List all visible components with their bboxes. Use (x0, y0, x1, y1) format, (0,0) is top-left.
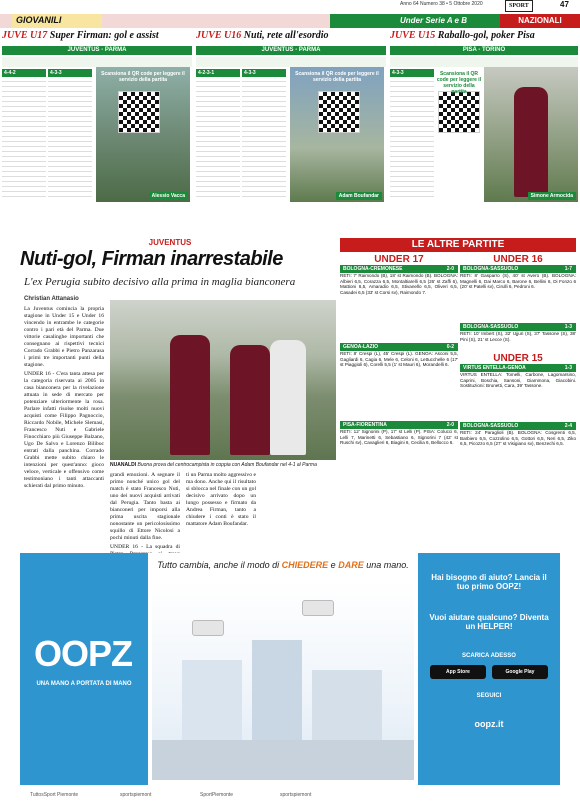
page-number: 47 (560, 0, 569, 9)
scorers (196, 57, 386, 67)
team-bar: PISA - TORINO (390, 46, 578, 55)
page-footer (0, 790, 580, 804)
other-matches-left (340, 254, 458, 499)
match-report: RETI: 8' Gasparro (S), 40' st Avero (B). BOLOGNA: Magnelli 6, Dai Marco 6, Barone 6, Bellini 6, Di Fonzo 6 (20' st Patelli sv), Cirulli 6, Pedroni 6. (460, 273, 576, 290)
ad-brand: OOPZ (34, 633, 133, 674)
ad-brand-panel (20, 553, 148, 785)
issue-info: Anno 64 Numero 38 • 5 Ottobre 2020 (400, 1, 483, 7)
footer-social: SportPiemonte (200, 792, 234, 798)
qr-code[interactable] (318, 91, 360, 133)
player-photo (484, 67, 578, 202)
other-matches-header: LE ALTRE PARTITE (340, 238, 576, 252)
match-report: RETI: 7' Raimondo (B), 18' st Raimondo (B). BOLOGNA: Albieri 6,5, Corazza 6,5, Montaltiarelli 6,5 (26' st Zaffi 6), Mattioni 6,5, Amaradio 6,5, Stivanello 6,5, Oliveri 6,5, Casadei 6,5 (33' st Corsi sv), Raimondo 7. (340, 273, 458, 295)
lineup-table: 4-3-3 (390, 69, 434, 197)
strip-u17 (2, 30, 192, 230)
qr-code[interactable] (118, 91, 160, 133)
match-bar: VIRTUS ENTELLA-GENOA 1-3 (460, 364, 576, 372)
article-paragraph: UNDER 16 - C'era tanta attesa per la categoria riservata ai 2005 in casa bianconera per la rivelazione attuata in sede di mercato per potenziare ulteriormente la rosa. Parlare infatti risolse molti nuovi acquisti come Filippo Pagnoccio, Riccardo Nobile, Michele Slemasi, Francesco Nuti e Gabriele Finocchiaro più Giuseppe Balzano, Ugo De Salvo e Lorenzo Biliboc entrati dalla panchina. Corrado Grabbi mette subito chiaro le intenzioni per quest'anno: gioco veloce, verticale e offensivo come testimoniano i tanti attaccanti schierati dal primo minuto. (24, 371, 104, 489)
match-report: RETI: 24' Paraglioli (B). BOLOGNA: Cosgrenti 6,5, Barbiero 6,5, Cozzolino 6,5, Gottori 6,5, Neri 6,5, Ziko 6,5, Picozzo 6,5 (27' st Visigiano sv), Benzechi 6,5. (460, 430, 576, 447)
match-bar: GENOA-LAZIO 0-2 (340, 343, 458, 351)
player-photo (96, 67, 190, 202)
ad-question-2: Vuoi aiutare qualcuno? Diventa un HELPER! (429, 613, 549, 631)
article-column (24, 306, 104, 490)
player-photo (290, 67, 384, 202)
qr-code[interactable] (438, 91, 480, 133)
article-title: Nuti-gol, Firman inarrestabile (20, 248, 283, 270)
section-bar-right (330, 14, 580, 28)
strip-headline: JUVE U15 Raballo-gol, poker Pisa (390, 30, 535, 41)
match-report: RETI: 10' Imbert (S), 32' Ujjuri (S), 37' Tassone (S), 38' Pini (S), 21' st Lecce (S). (460, 331, 576, 342)
article-paragraph: grandi emozioni. A segnare il primo nonché unico gol del match è stato Francesco Nuti, uno dei nuovi acquisti arrivati dal Perugia. Tanto basta ai bianconeri per imporsi alla prima uscita stagionale nonostante un pericolosissimo squillo di Ettore Nicolosi a pochi minuti dalla fine. (110, 472, 180, 541)
article-paragraph: ti un Parma molto aggressivo e ma dono. Anche qui il risultato si sblocca nel finale con un gol decisivo arrivato dopo un lungo possesso e firmato da Andrea Firman, tanto a chiudere i conti è stato il mattatore Adam Boufandar. (186, 472, 256, 527)
category-title: UNDER 17 (374, 254, 424, 265)
ad-question: Hai bisogno di aiuto? Lancia il tuo primo OOPZ! (431, 573, 547, 591)
article-column (110, 472, 180, 565)
article-paragraph: La Juventus comincia la propria stagione in Under 15 e Under 16 vincendo in entrambe le categorie contro i pari età del Parma. Due vittorie casalinghe importanti che consegnano ai rispettivi tecnici Corrado Grabbi e Pietro Panzarasa i primi tre importanti punti della stagione. (24, 306, 104, 368)
photo-caption: Simone Armocida (528, 192, 576, 200)
article-column (186, 472, 256, 528)
ad-cta-panel (418, 553, 560, 785)
photo-caption: Alessio Vacca (149, 192, 188, 200)
newspaper-logo: SPORT (505, 0, 533, 12)
article-photo (110, 300, 336, 460)
match-report: VIRTUS ENTELLA: Tomelli, Carbone, Lagomarsino, Caprini, Boschia, Sansoni, Giammona, Giacobini. Sostituzioni: Brunetti, Cara, 39' Tassone. (460, 372, 576, 389)
strip-u16 (196, 30, 386, 230)
team-bar: JUVENTUS - PARMA (2, 46, 192, 55)
lineup-table: 4-2-3-1 (196, 69, 240, 197)
section-title: GIOVANILI (16, 15, 62, 25)
category-title: UNDER 16 (493, 254, 543, 265)
strip-headline: JUVE U16 Nuti, rete all'esordio (196, 30, 329, 41)
lineup-table: 4-3-3 (242, 69, 286, 197)
photo-caption: NUANALDI Buona prova del centrocampista in coppia con Adam Boufandar nel 4-1 al Parma (110, 462, 317, 468)
google-play-button[interactable]: Google Play (492, 665, 548, 679)
match-bar: BOLOGNA-SASSUOLO 1-7 (460, 265, 576, 273)
match-bar: BOLOGNA-SASSUOLO 1-3 (460, 323, 576, 331)
other-matches-right (460, 254, 576, 480)
ad-illustration (152, 580, 414, 780)
scorers (2, 57, 192, 67)
qr-caption: Scansiona il QR code per leggere il servizio della partita (295, 71, 379, 83)
qr-caption: Scansiona il QR code per leggere il servizio della partita (436, 71, 482, 95)
app-store-button[interactable]: App Store (430, 665, 486, 679)
match-report: RETI: 12' Signorini (P), 17' st Lelli (P). PISA: Colucci 6, Lelli 7, Marinetti 6, Sebastiano 6, Signorini 7 (42' st Ruschi sv), Cavaglieri 6, Biagini 6, Cecilia 6, Bellocco 6. (340, 429, 458, 446)
photo-caption: Adam Boufandar (336, 192, 382, 200)
lineup-table: 4-3-3 (48, 69, 92, 197)
footer-social: TuttosSport Piemonte (30, 792, 79, 798)
team-bar: JUVENTUS - PARMA (196, 46, 386, 55)
match-bar: PISA-FIORENTINA 2-0 (340, 421, 458, 429)
qr-caption: Scansiona il QR code per leggere il servizio della partita (101, 71, 185, 83)
scorers (390, 57, 578, 67)
article-paragraph: UNDER 16 - La squadra di (110, 544, 180, 550)
section-tag: NAZIONALI (500, 14, 580, 28)
section-bar (0, 14, 330, 28)
lineup-table: 4-4-2 (2, 69, 46, 197)
match-report: RETI: 8' Crespi (L), 45' Crespi (L). GENOA: Asconi 5,5, Gagliardi 6, Cagia 6, Mele 6, Celoni 6, Lettucchelle 6 (17' st Piaggioli 6), Corelli 5,5 (1' st Mauri 6), Morandelli 6. (340, 351, 458, 368)
ad-website[interactable]: oopz.it (474, 719, 504, 729)
ad-tagline: UNA MANO A PORTATA DI MANO (36, 681, 132, 687)
ad-headline: Tutto cambia, anche il modo di CHIEDERE e DARE una mano. (157, 560, 409, 570)
match-bar: BOLOGNA-SASSUOLO 2-4 (460, 422, 576, 430)
footer-social: sportspiemont (120, 792, 152, 798)
footer-social: sportspiemont (280, 792, 312, 798)
article-author: Christian Attanasio (24, 296, 79, 302)
ad-follow: SEGUICI (476, 693, 502, 699)
match-bar: BOLOGNA-CREMONESE 2-0 (340, 265, 458, 273)
strip-u15 (390, 30, 578, 230)
article-subtitle: L'ex Perugia subito decisivo alla prima in maglia bianconera (24, 276, 296, 288)
article-kicker: JUVENTUS (148, 238, 192, 247)
ad-download: SCARICA ADESSO (462, 653, 516, 659)
section-subtitle: Under Serie A e B (400, 16, 467, 25)
strip-headline: JUVE U17 Super Firman: gol e assist (2, 30, 159, 41)
category-title: UNDER 15 (493, 353, 543, 364)
